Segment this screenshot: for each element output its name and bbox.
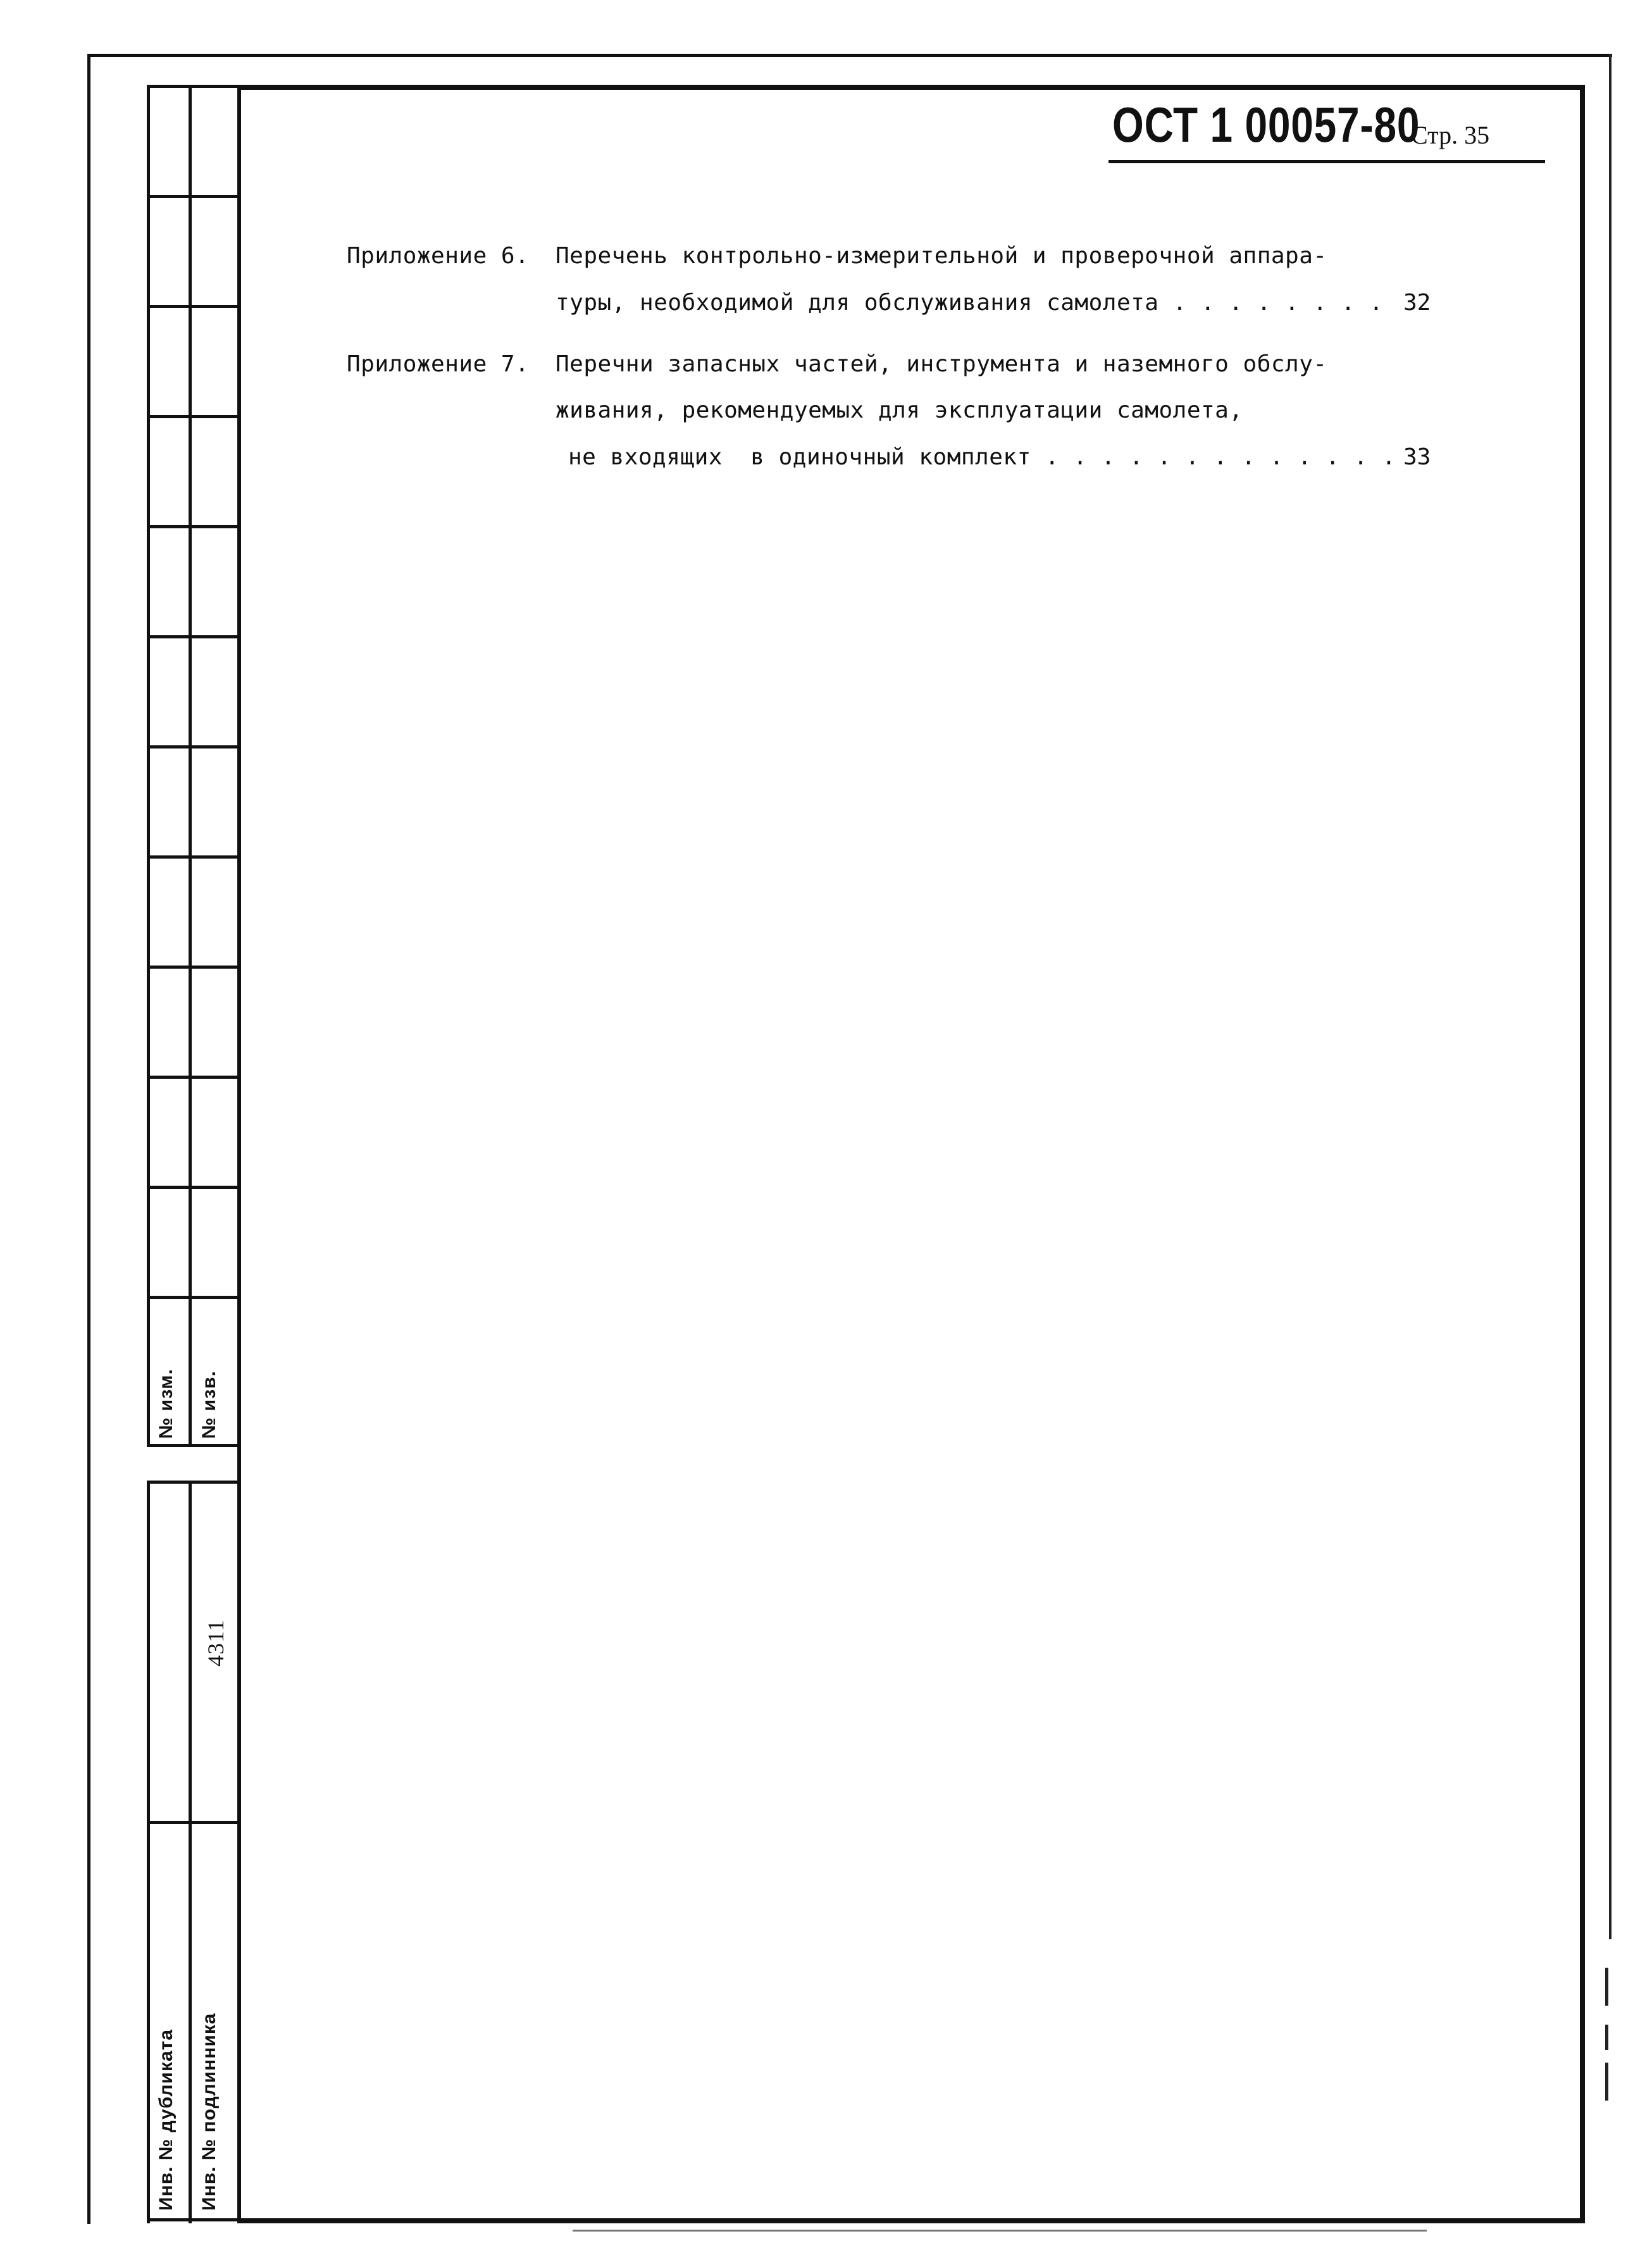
outer-border-left: [87, 54, 90, 2224]
sidebar-row-line: [147, 1821, 237, 1824]
bottom-scan-line: [573, 2230, 1427, 2232]
sidebar-row-line: [147, 85, 237, 88]
registration-sidebar: [147, 85, 241, 2223]
sidebar-row-line: [147, 1186, 237, 1189]
right-edge-mark: [1605, 1968, 1608, 2006]
toc-entry-line: не входящих в одиночный комплект . . . . . . . . . . . . .: [568, 444, 1396, 470]
sidebar-col-line: [147, 1481, 150, 2223]
sidebar-row-line: [147, 635, 237, 638]
sidebar-row-line: [147, 195, 237, 198]
doc-code: ОСТ 1 00057-80: [1112, 97, 1420, 152]
sidebar-row-line: [147, 1076, 237, 1079]
toc-entry-prefix: Приложение 6.: [347, 243, 530, 269]
dublikat-label: Инв. № дубликата: [156, 2028, 177, 2211]
outer-border-top: [87, 54, 1612, 57]
toc-entry-prefix: Приложение 7.: [347, 351, 530, 377]
sidebar-row-line: [147, 1296, 237, 1299]
sidebar-row-line: [147, 745, 237, 748]
sidebar-row-line: [147, 1481, 237, 1484]
sidebar-col-line: [189, 85, 192, 1445]
izv-label: № изв.: [199, 1370, 220, 1439]
toc-page-number: 32: [1403, 290, 1431, 316]
sidebar-row-line: [147, 525, 237, 528]
sidebar-row-line: [147, 966, 237, 969]
sidebar-row-line: [147, 1444, 237, 1447]
podlinnik-label: Инв. № подлинника: [199, 2013, 220, 2211]
sidebar-col-line: [147, 85, 150, 1445]
sidebar-row-line: [147, 855, 237, 859]
toc-entry-line: Перечень контрольно-измерительной и проверочной аппара-: [556, 243, 1327, 269]
sidebar-row-line: [147, 415, 237, 418]
sidebar-row-line: [147, 305, 237, 308]
toc-entry-line: живания, рекомендуемых для эксплуатации самолета,: [556, 397, 1243, 423]
page-number: Стр. 35: [1411, 121, 1490, 149]
right-edge-mark: [1605, 2063, 1608, 2101]
sidebar-row-line: [147, 2218, 237, 2221]
izm-label: № изм.: [156, 1369, 177, 1439]
outer-border-right: [1609, 54, 1612, 1939]
toc-entry-line: туры, необходимой для обслуживания самолета . . . . . . . .: [556, 290, 1384, 316]
podlinnik-number: 4311: [203, 1619, 228, 1667]
header-underline: [1109, 160, 1545, 163]
toc-entry-line: Перечни запасных частей, инструмента и наземного обслу-: [556, 351, 1327, 377]
right-edge-mark: [1605, 2025, 1608, 2050]
toc-page-number: 33: [1403, 444, 1431, 470]
sidebar-col-line: [189, 1481, 192, 2223]
